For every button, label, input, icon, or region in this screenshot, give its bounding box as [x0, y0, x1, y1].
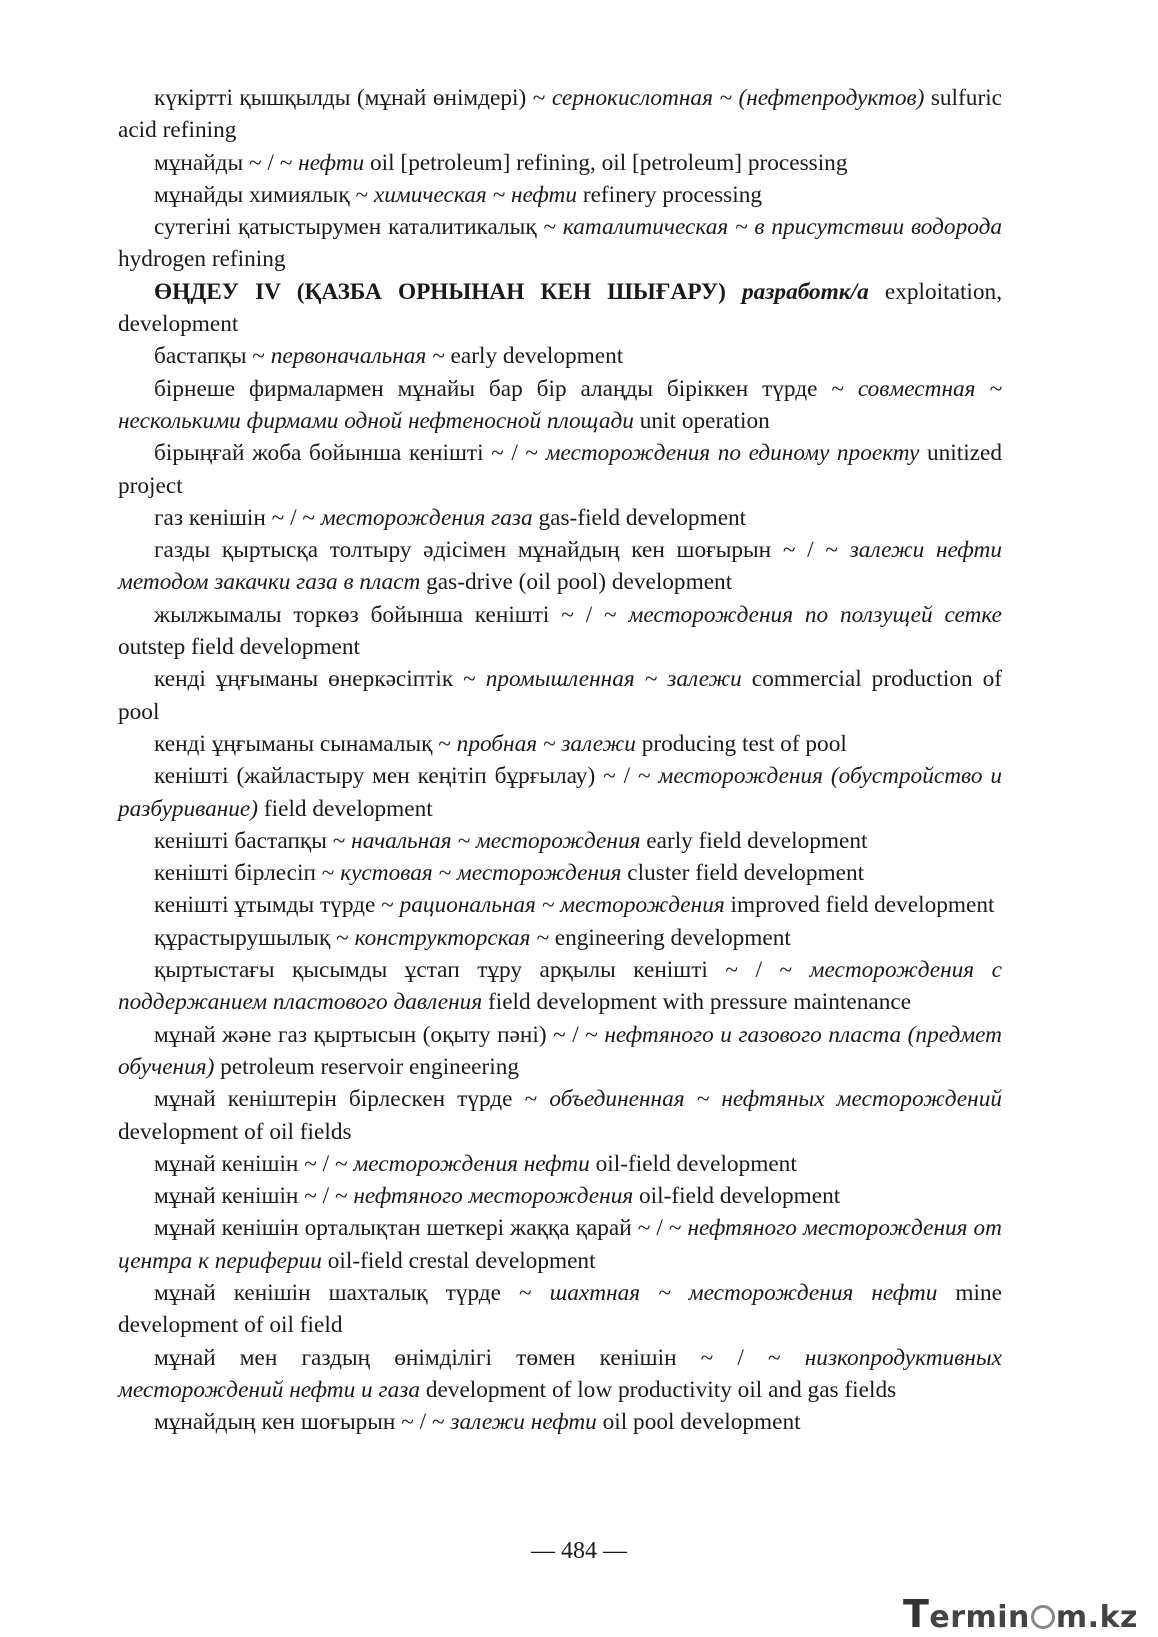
russian-term: залежи нефти [450, 1409, 597, 1436]
dictionary-entry [118, 437, 1002, 502]
dictionary-entry [118, 340, 1002, 372]
dictionary-entry [118, 1019, 1002, 1084]
kazakh-term: кенiштi бiрлесiп ~ [154, 860, 335, 887]
russian-term: месторождения с поддержанием пластового давления [118, 957, 1002, 1016]
english-term: oil-field development [595, 1150, 797, 1177]
russian-term: нефтяного и газового пласта (предмет обучения) [118, 1021, 1003, 1080]
russian-term: шахтная ~ месторождения нефти [549, 1279, 938, 1306]
russian-term: месторождения газа [320, 504, 533, 531]
dictionary-page [118, 82, 1002, 1438]
kazakh-term: мұнай кенішін орталықтан шеткері жаққа қарай ~ / ~ [154, 1215, 682, 1242]
kazakh-term: мұнай кенішін шахталық түрде ~ [154, 1279, 532, 1306]
russian-term: месторождения по ползущей сетке [628, 601, 1003, 628]
kazakh-term: кенді ұңғыманы сынамалық ~ [154, 730, 451, 757]
english-term: producing test of pool [641, 730, 847, 757]
logo-o-icon [1031, 1605, 1055, 1629]
kazakh-term: кенiштi (жайластыру мен кеңітіп бұрғылау) ~ / ~ [154, 763, 651, 790]
dictionary-entry [118, 922, 1002, 954]
english-term: oil [petroleum] refining, oil [petroleum] processing [370, 149, 848, 176]
english-term: mine development of oil field [118, 1279, 1002, 1339]
english-term: outstep field development [118, 634, 360, 661]
kazakh-term: мұнайдың кен шоғырын ~ / ~ [154, 1409, 445, 1436]
kazakh-term: кенді ұңғыманы өнеркәсіптік ~ [154, 666, 476, 693]
english-term: exploitation, development [118, 278, 1003, 338]
kazakh-term: мұнайды ~ / ~ [154, 149, 293, 176]
kazakh-term: газ кенішін ~ / ~ [154, 504, 315, 531]
dictionary-entry [118, 728, 1002, 760]
dictionary-entry [118, 599, 1002, 664]
english-term: development of oil fields [118, 1118, 352, 1145]
russian-term: сернокислотная ~ (нефтепродуктов) [551, 85, 925, 111]
dictionary-entry [118, 954, 1002, 1019]
english-term: oil-field crestal development [327, 1247, 596, 1274]
english-term: unit operation [639, 407, 770, 434]
kazakh-term: мұнай кеніштерін бірлескен түрде ~ [154, 1086, 538, 1113]
dictionary-entry [118, 760, 1002, 825]
kazakh-term: газды қыртысқа толтыру әдісімен мұнайдың кен шоғырын ~ / ~ [154, 537, 838, 564]
russian-term: нефтяного месторождения от центра к периферии [118, 1215, 1002, 1274]
kazakh-term: мұнайды химиялық ~ [154, 181, 369, 208]
kazakh-term: кенiштi бастапқы ~ [154, 827, 346, 854]
kazakh-term: мұнай кенішін ~ / ~ [154, 1150, 348, 1177]
russian-term: промышленная ~ залежи [485, 666, 742, 693]
english-term: engineering development [554, 924, 791, 951]
dictionary-entry [118, 373, 1002, 438]
russian-term: совместная ~ несколькими фирмами одной нефтеносной площади [118, 375, 1002, 434]
kazakh-term: күкіртті қышқылды (мұнай өнімдері) ~ [154, 85, 546, 111]
english-term: development of low productivity oil and gas fields [425, 1376, 897, 1403]
dictionary-entry [118, 663, 1002, 728]
russian-term: химическая ~ нефти [373, 181, 577, 208]
english-term: unitized project [118, 440, 1003, 499]
russian-term: нефти [298, 149, 365, 176]
kazakh-term: бірнеше фирмалармен мұнайы бар бір алаңды біріккен түрде ~ [154, 375, 844, 402]
english-term: petroleum reservoir engineering [220, 1053, 520, 1080]
dictionary-entry [118, 857, 1002, 889]
entry-heading [118, 276, 1002, 341]
russian-term: низкопродуктивных месторождений нефти и газа [118, 1344, 1002, 1403]
dictionary-entry [118, 1277, 1002, 1342]
english-term: early field development [646, 827, 868, 854]
dictionary-entry [118, 889, 1002, 921]
dictionary-entry [118, 1148, 1002, 1180]
english-term: field development [263, 795, 433, 822]
english-term: sulfuric acid refining [118, 85, 1003, 144]
dictionary-entry [118, 1212, 1002, 1277]
dictionary-entry [118, 1406, 1002, 1438]
kazakh-term: кенiштi ұтымды түрде ~ [154, 892, 394, 919]
dictionary-entry [118, 179, 1002, 211]
kazakh-term: мұнай және газ қыртысын (оқыту пәні) ~ / ~ [154, 1021, 598, 1048]
russian-term: месторождения (обустройство и разбуривание) [118, 763, 1003, 822]
dictionary-entry [118, 534, 1002, 599]
kazakh-term: сутегіні қатыстырумен каталитикалық ~ [154, 214, 557, 241]
kazakh-term: ӨҢДЕУ IV (ҚАЗБА ОРНЫНАН КЕН ШЫҒАРУ) [154, 278, 726, 305]
kazakh-term: мұнай мен газдың өнімділігі төмен кенішін ~ / ~ [154, 1344, 781, 1371]
kazakh-term: бірыңғай жоба бойынша кеніштi ~ / ~ [154, 440, 538, 467]
kazakh-term: мұнай кенішін ~ / ~ [154, 1183, 348, 1210]
russian-term: рациональная ~ месторождения [399, 892, 725, 919]
english-term: oil pool development [602, 1409, 801, 1436]
dictionary-entry [118, 211, 1002, 276]
dictionary-entry [118, 825, 1002, 857]
russian-term: разработк/а [742, 278, 869, 305]
kazakh-term: құрастырушылық ~ [154, 924, 349, 951]
dictionary-entry [118, 1180, 1002, 1212]
english-term: early development [450, 343, 624, 370]
termincom-logo: Termin m.kz [902, 1592, 1138, 1636]
dictionary-entry [118, 1342, 1002, 1407]
russian-term: начальная ~ месторождения [351, 827, 641, 854]
kazakh-term: қыртыстағы қысымды ұстап тұру арқылы кенiштi ~ / ~ [154, 957, 793, 984]
russian-term: первоначальная ~ [270, 343, 445, 370]
dictionary-entry [118, 147, 1002, 179]
kazakh-term: бастапқы ~ [154, 343, 265, 370]
page-number: — 484 — [531, 1538, 627, 1564]
russian-term: объединенная ~ нефтяных месторождений [549, 1086, 1002, 1113]
english-term: gas-field development [538, 504, 747, 531]
russian-term: каталитическая ~ в присутствии водорода [562, 214, 1003, 241]
dictionary-entry [118, 502, 1002, 534]
russian-term: месторождения нефти [353, 1150, 590, 1177]
english-term: gas-drive (oil pool) development [426, 569, 733, 596]
russian-term: нефтяного месторождения [353, 1183, 634, 1210]
kazakh-term: жылжымалы торкөз бойынша кенiштi ~ / ~ [154, 601, 617, 628]
dictionary-entry [118, 1083, 1002, 1148]
russian-term: пробная ~ залежи [456, 730, 636, 757]
english-term: hydrogen refining [118, 246, 286, 273]
russian-term: месторождения по единому проекту [545, 440, 920, 467]
english-term: field development with pressure maintenance [487, 989, 912, 1016]
russian-term: конструкторская ~ [354, 924, 549, 951]
russian-term: кустовая ~ месторождения [340, 860, 622, 887]
english-term: refinery processing [582, 181, 762, 208]
english-term: cluster field development [627, 860, 865, 887]
english-term: oil-field development [639, 1183, 841, 1210]
russian-term: залежи нефти методом закачки газа в пласт [118, 537, 1003, 596]
english-term: commercial production of pool [118, 666, 1002, 725]
dictionary-entry [118, 82, 1002, 147]
english-term: improved field development [730, 892, 995, 919]
